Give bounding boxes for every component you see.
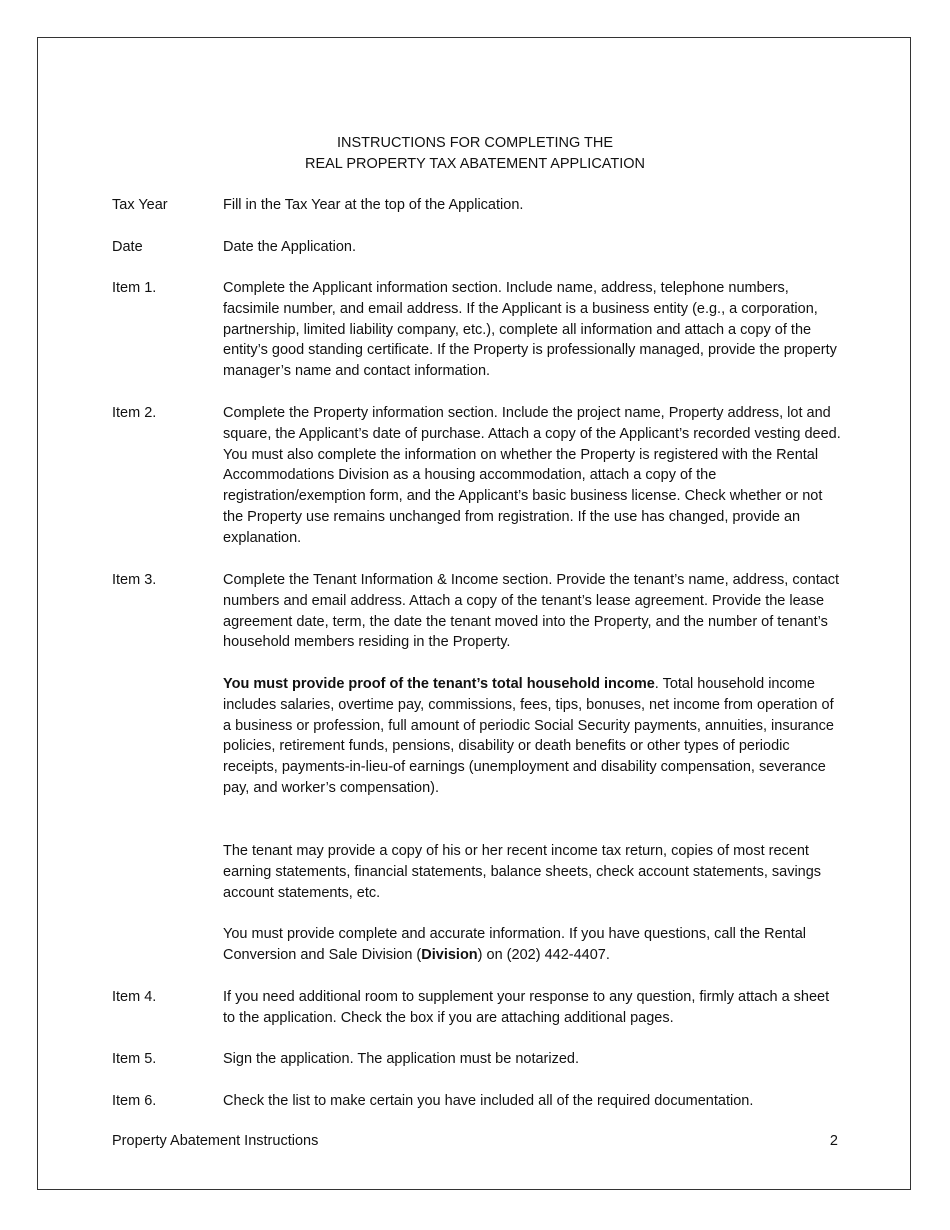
- item1-label: Item 1.: [112, 280, 157, 296]
- item2-text: Complete the Property information section. Include the project name, Property address, lot and square, the Applicant’s date of purchase. Attach a copy of the Applicant’s recorded vesting deed. You must also complete the information on whether the Property is registered with the Rental Accommodations Division as a housing accommodation, attach a copy of the registration/exemption form, and the Applicant’s basic business license. Check whether or not the Property use remains unchanged from registration. If the use has changed, provide an explanation.: [223, 405, 841, 546]
- item6-text: Check the list to make certain you have included all of the required documentation.: [223, 1093, 754, 1109]
- item5-text: Sign the application. The application must be notarized.: [223, 1051, 580, 1067]
- tax-year-label: Tax Year: [112, 197, 168, 213]
- income-proof-emphasis: You must provide proof of the tenant’s total household income: [223, 676, 655, 692]
- item3-text: Complete the Tenant Information & Income section. Provide the tenant’s name, address, contact numbers and email address. Attach a copy of the tenant’s lease agreement. Provide the lease agreement date, term, the date the tenant moved into the Property, and the number of tenant’s household members residing in the Property.: [223, 572, 840, 651]
- item1-text: Complete the Applicant information section. Include name, address, telephone numbers, facsimile number, and email address. If the Applicant is a business entity (e.g., a corporation, partnership, limited liability company, etc.), complete all information and attach a copy of the entity’s good standing certificate. If the Property is professionally managed, provide the property manager’s name and contact information.: [223, 280, 837, 380]
- page-title-line1: INSTRUCTIONS FOR COMPLETING THE: [336, 135, 614, 151]
- contact-text-after: ) on (202) 442-4407.: [477, 946, 610, 963]
- income-definition: . Total household income includes salaries, overtime pay, commissions, fees, tips, bonuses, net income from operation of a business or profession, full amount of periodic Social Security payments, annuities, insurance policies, retirement funds, pensions, disability or death benefits or other types of periodic receipts, payments-in-lieu-of earnings (unemployment and disability compensation, severance pay, and worker’s compensation).: [223, 676, 834, 796]
- item3-income-paragraph: [223, 674, 843, 799]
- item4-text: If you need additional room to supplement your response to any question, firmly attach a sheet to the application. Check the box if you are attaching additional pages.: [223, 989, 830, 1026]
- tax-year-text: Fill in the Tax Year at the top of the Application.: [223, 197, 524, 213]
- division-emphasis: Division: [421, 946, 478, 963]
- item3-label: Item 3.: [112, 572, 157, 588]
- item5-label: Item 5.: [112, 1051, 157, 1067]
- page-number: 2: [829, 1133, 838, 1149]
- item3-tax-return-paragraph: The tenant may provide a copy of his or her recent income tax return, copies of most recent earning statements, financial statements, balance sheets, check account statements, savings account statements, etc.: [223, 843, 822, 901]
- date-label: Date: [112, 239, 143, 255]
- footer-title: Property Abatement Instructions: [112, 1133, 319, 1149]
- item2-label: Item 2.: [112, 405, 157, 421]
- item6-label: Item 6.: [112, 1093, 157, 1109]
- date-text: Date the Application.: [223, 239, 357, 255]
- item4-label: Item 4.: [112, 989, 157, 1005]
- item3-contact-paragraph: [223, 924, 843, 966]
- contact-text-before: You must provide complete and accurate information. If you have questions, call the Rental Conversion and Sale Division (: [223, 926, 807, 963]
- page-title-line2: REAL PROPERTY TAX ABATEMENT APPLICATION: [304, 156, 646, 172]
